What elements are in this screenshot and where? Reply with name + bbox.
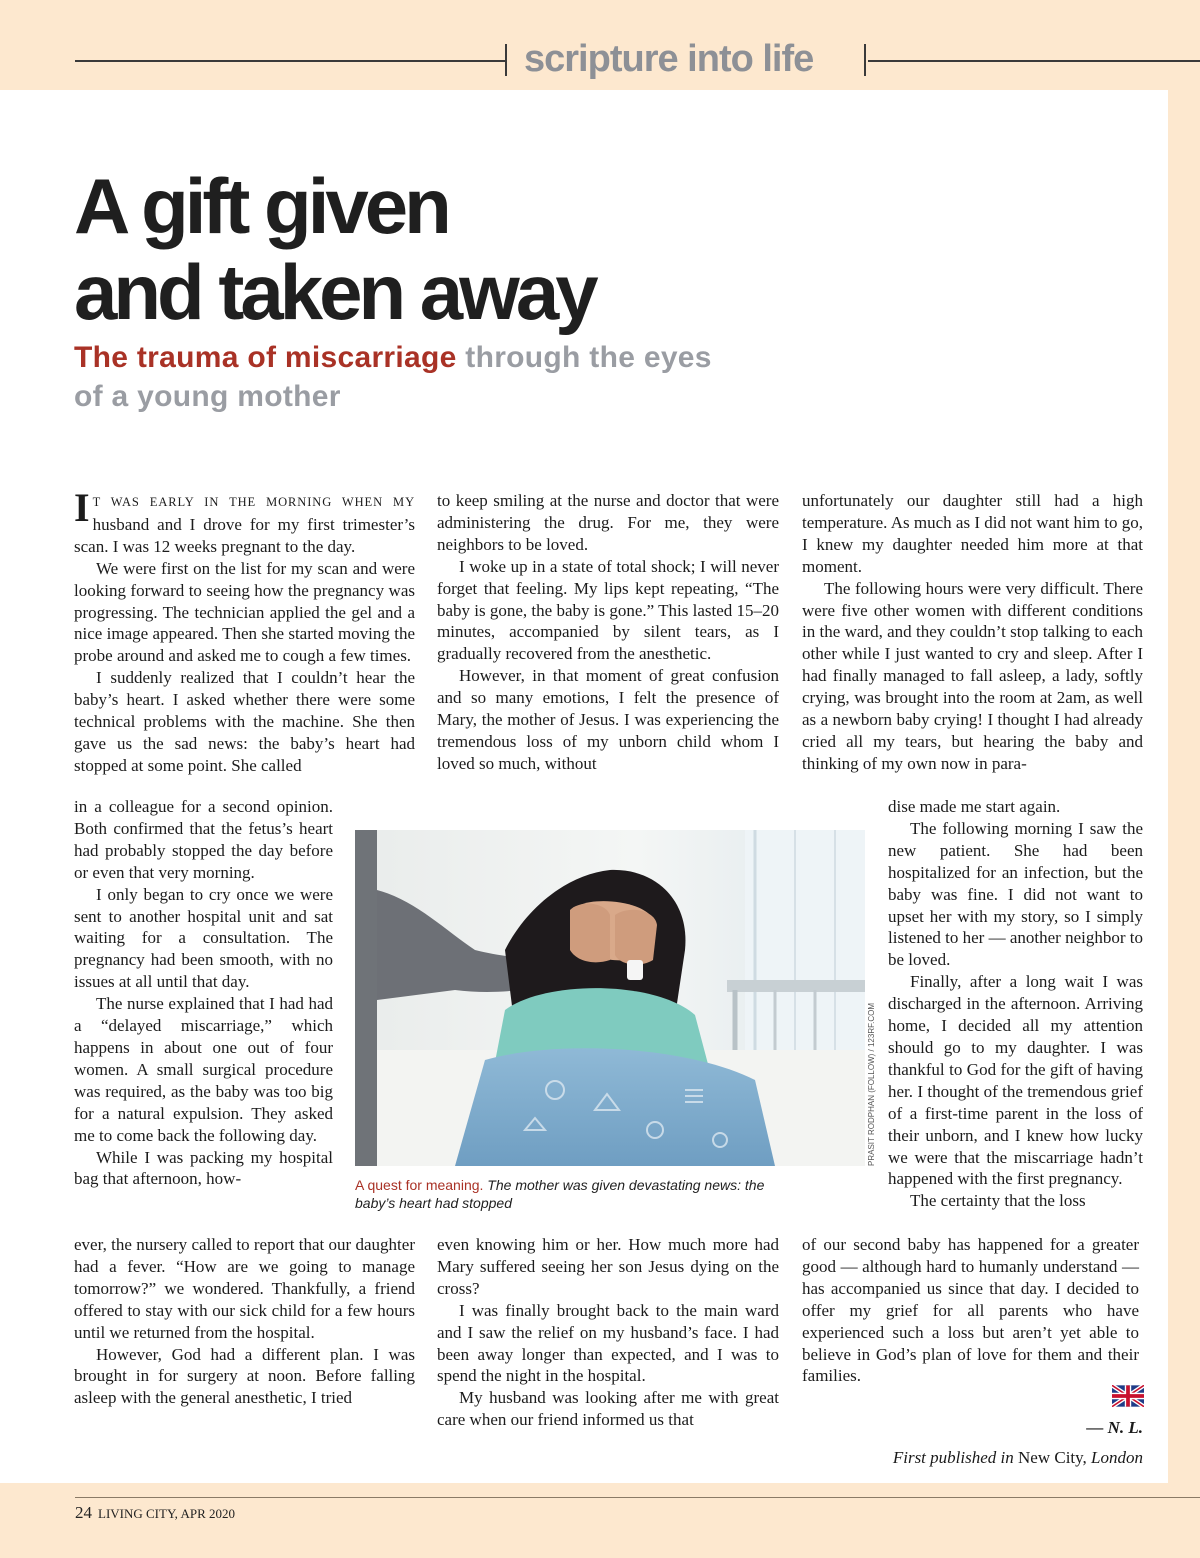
column-3-top xyxy=(802,490,1143,800)
headline xyxy=(74,163,774,335)
paragraph: Finally, after a long wait I was discharged in the afternoon. Arriving home, I decided all my attention should go to my daughter. I was thankful to God for the gift of having her. I thought of the tremendous grief of a first-time parent in the loss of their unborn, and I knew how lucky we were that the miscarriage hadn’t happened with the first pregnancy. xyxy=(888,972,1143,1189)
uk-flag-icon xyxy=(1112,1385,1144,1407)
caption-text: The mother was given devastating news: the baby’s heart had stopped xyxy=(355,1177,765,1211)
paragraph: The nurse explained that I had had a “delayed miscarriage,” which happens in about one out of four women. A small surgical procedure was required, as the baby was too big for a natural expulsion. They asked me to come back the following day. xyxy=(74,994,333,1145)
paragraph: I suddenly realized that I couldn’t hear the baby’s heart. I asked whether there were some technical problems with the machine. She then gave us the sad news: the baby’s heart had stopped at some point. She called xyxy=(74,668,415,775)
caption-lead: A quest for meaning. xyxy=(355,1177,484,1193)
column-1-bottom xyxy=(74,1234,415,1480)
section-title: scripture into life xyxy=(524,38,814,80)
magazine-issue: LIVING CITY, APR 2020 xyxy=(98,1506,235,1521)
photo-caption xyxy=(355,1176,785,1212)
photo-illustration xyxy=(355,830,865,1166)
paragraph: The following hours were very difficult. There were five other women with different conditions in the ward, and they couldn’t stop talking to each other while I just wanted to cry and sleep. After I had finally managed to fall asleep, a lady, softly crying, was brought into the room at 2am, as well as a newborn baby crying! I thought I had already cried all my tears, but hearing the baby and thinking of my own now in para- xyxy=(802,578,1143,773)
paragraph: unfortunately our daughter still had a high temperature. As much as I did not want him to go, I knew my daughter needed him more at that moment. xyxy=(802,491,1143,576)
paragraph: ever, the nursery called to report that our daughter had a fever. “How are we going to manage tomorrow?” we wondered. Thankfully, a friend offered to stay with our sick child for a few hours until we returned from the hospital. xyxy=(74,1235,415,1342)
paragraph: dise made me start again. xyxy=(888,797,1061,816)
subheadline-grey: through the eyes of a young mother xyxy=(74,341,712,413)
photo-credit-text: PRASIT RODPHAN (FOLLOW) / 123RF.COM xyxy=(867,1003,876,1166)
subheadline-red: The trauma of miscarriage xyxy=(74,341,457,374)
section-tick-right xyxy=(864,44,866,76)
section-tick-left xyxy=(505,44,507,76)
paragraph: The following morning I saw the new patient. She had been hospitalized for an infection, but the baby was fine. I did not want to upset her with my story, so I simply listened to her — another neighbor to be loved. xyxy=(888,818,1143,970)
paragraph: of our second baby has happened for a greater good — although hard to humanly understand — has accompanied us since that day. I decided to offer my grief for all parents who have experienced such a loss but aren’t yet able to believe in God’s plan of love for them and their families. xyxy=(802,1235,1139,1386)
paragraph: I only began to cry once we were sent to another hospital unit and sat waiting for a consultation. The pregnancy had been smooth, with no issues at all until that day. xyxy=(74,884,333,992)
drop-cap: I xyxy=(74,490,90,530)
section-rule-right xyxy=(868,60,1200,62)
paragraph: While I was packing my hospital bag that afternoon, how- xyxy=(74,1147,333,1189)
headline-line-2: and taken away xyxy=(74,248,595,336)
footer-rule xyxy=(75,1497,1200,1498)
column-2-top xyxy=(437,490,779,800)
opening-smallcaps: T WAS EARLY IN THE MORNING WHEN MY xyxy=(92,495,415,509)
paragraph: to keep smiling at the nurse and doctor that were administering the drug. For me, they were neighbors to be loved. xyxy=(437,491,779,554)
publication-prefix: First published in xyxy=(892,1448,1014,1467)
publication-name: New City, xyxy=(1018,1448,1087,1467)
column-3-bottom xyxy=(802,1234,1143,1414)
paragraph: The certainty that the loss xyxy=(910,1191,1086,1211)
subheadline xyxy=(74,338,714,416)
column-1-narrow xyxy=(74,796,333,1238)
paragraph: My husband was looking after me with great care when our friend informed us that xyxy=(437,1388,779,1430)
paragraph: in a colleague for a second opinion. Both confirmed that the fetus’s heart had probably stopped the day before or even that very morning. xyxy=(74,797,333,882)
page-footer xyxy=(75,1503,235,1523)
publication-note xyxy=(780,1448,1143,1468)
publication-place: London xyxy=(1091,1448,1143,1467)
paragraph: I was finally brought back to the main ward and I saw the relief on my husband’s face. I had been away longer than expected, and I was to spend the night in the hospital. xyxy=(437,1300,779,1386)
paragraph: However, in that moment of great confusion and so many emotions, I felt the presence of Mary, the mother of Jesus. I was experiencing the tremendous loss of my unborn child whom I loved so much, without xyxy=(437,666,779,773)
author-signature: — N. L. xyxy=(1086,1418,1143,1437)
opening-rest: husband and I drove for my first trimester’s scan. I was 12 weeks pregnant to the day. xyxy=(74,514,415,556)
paragraph: even knowing him or her. How much more had Mary suffered seeing her son Jesus dying on the cross? xyxy=(437,1235,779,1298)
column-2-bottom xyxy=(437,1234,779,1480)
page-number: 24 xyxy=(75,1503,92,1522)
paragraph: We were first on the list for my scan and were looking forward to seeing how the pregnancy was progressing. The technician applied the gel and a nice image appeared. Then she started moving the probe around and asked me to cough a few times. xyxy=(74,558,415,666)
column-1-top xyxy=(74,490,415,820)
paragraph: However, God had a different plan. I was brought in for surgery at noon. Before falling asleep with the general anesthetic, I tried xyxy=(74,1344,415,1408)
headline-line-1: A gift given xyxy=(74,162,448,250)
opening-paragraph xyxy=(74,490,415,558)
column-3-narrow xyxy=(888,796,1143,1238)
article-photo xyxy=(355,830,865,1166)
photo-credit xyxy=(867,1003,879,1166)
paragraph: I woke up in a state of total shock; I will never forget that feeling. My lips kept repeating, “The baby is gone, the baby is gone.” This lasted 15–20 minutes, accompanied by silent tears, as I gradually recovered from the anesthetic. xyxy=(437,556,779,664)
section-rule-left xyxy=(75,60,505,62)
